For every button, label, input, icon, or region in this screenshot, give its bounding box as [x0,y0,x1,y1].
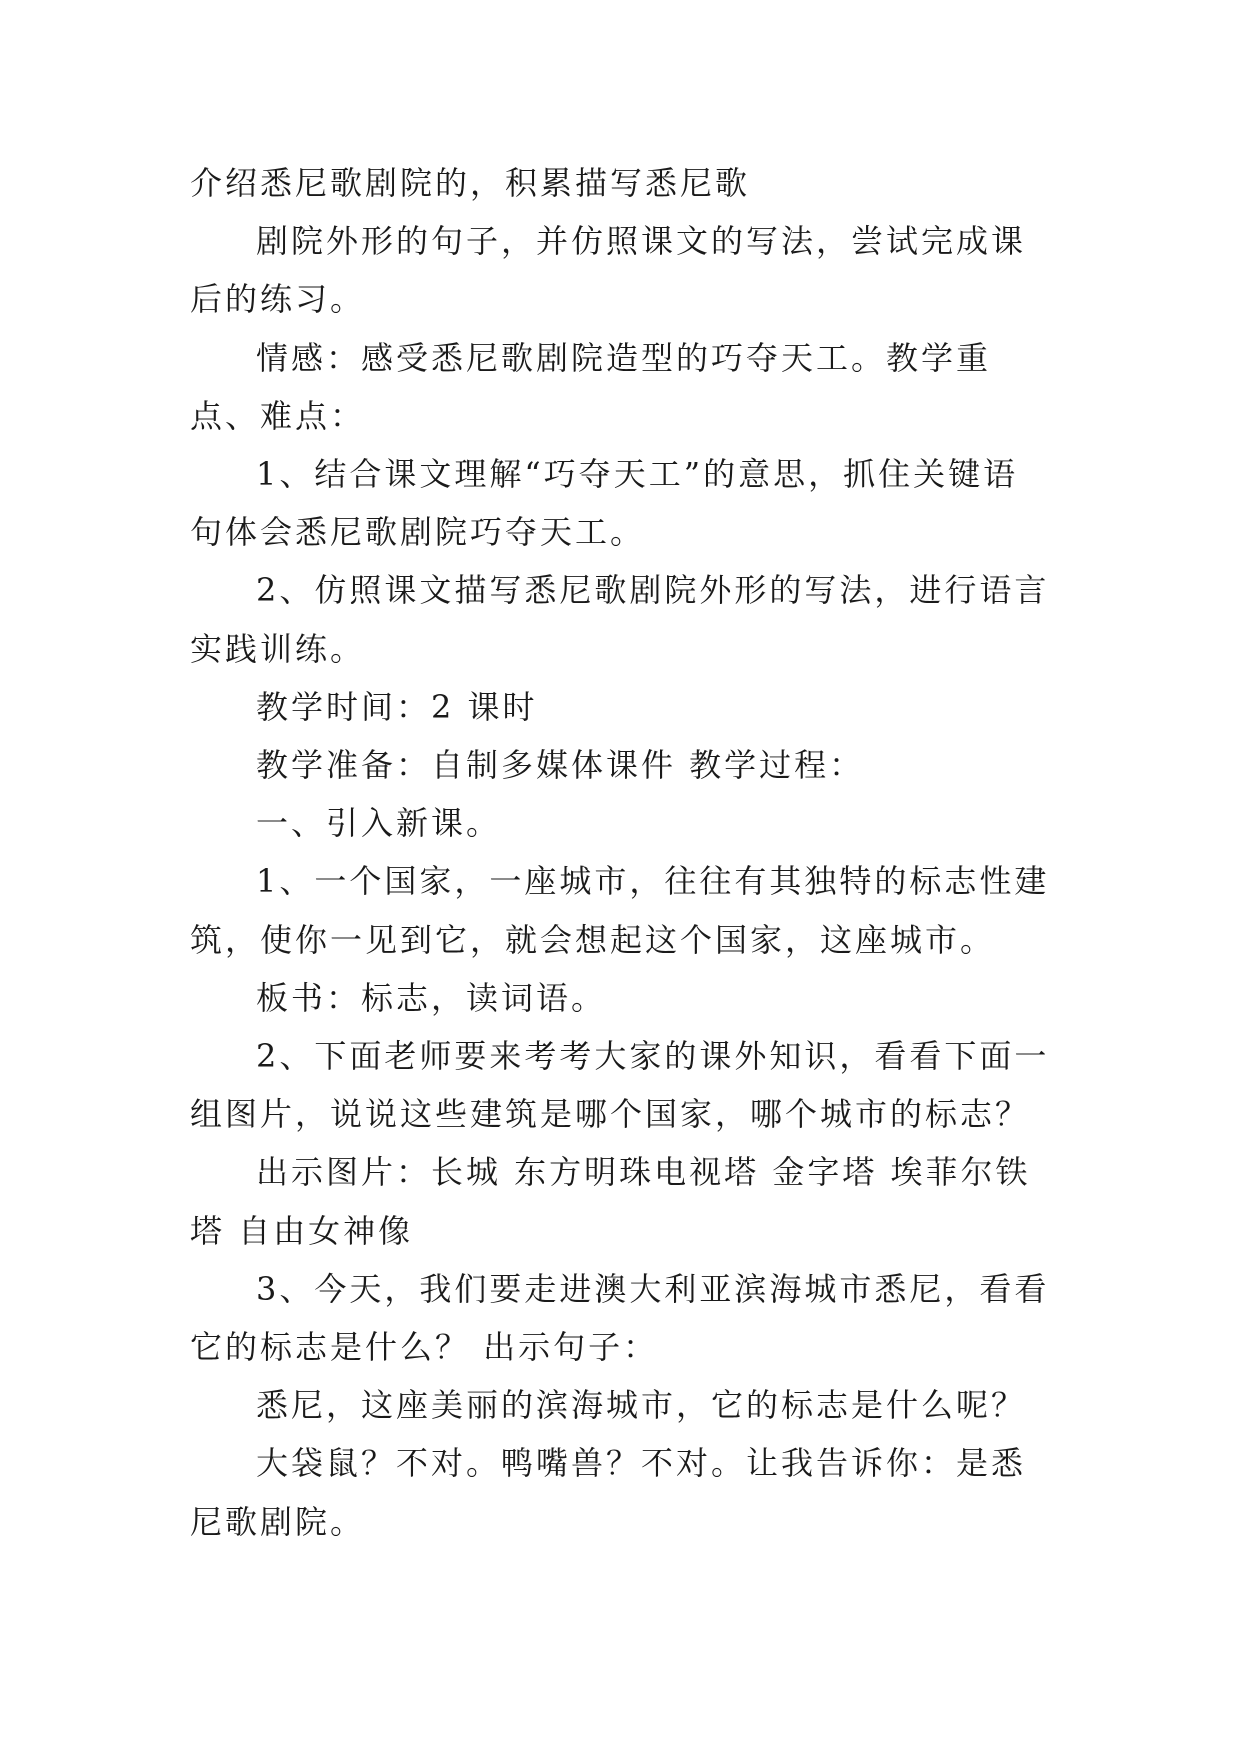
paragraph-step-1: 1、一个国家，一座城市，往往有其独特的标志性建筑，使你一见到它，就会想起这个国家，这座城市。 [190,862,1050,959]
paragraph-answer: 大袋鼠？不对。鸭嘴兽？不对。让我告诉你：是悉尼歌剧院。 [190,1444,1027,1541]
paragraph-teaching-prep: 教学准备：自制多媒体课件 教学过程： [256,746,865,785]
paragraph-sydney-question: 悉尼，这座美丽的滨海城市，它的标志是什么呢？ [256,1386,1027,1425]
paragraph-key-point-1: 1、结合课文理解“巧夺天工”的意思，抓住关键语句体会悉尼歌剧院巧夺天工。 [190,455,1019,552]
paragraph-step-2: 2、下面老师要来考考大家的课外知识，看看下面一组图片，说说这些建筑是哪个国家，哪个城市的标志？ [190,1037,1050,1134]
paragraph-teaching-time: 教学时间：2 课时 [256,687,538,726]
document-body [190,154,1052,1551]
paragraph-intro-continued: 介绍悉尼歌剧院的，积累描写悉尼歌 [190,164,751,202]
paragraph-emotion-goal: 情感：感受悉尼歌剧院造型的巧夺天工。教学重点、难点： [190,338,992,435]
paragraph-blackboard: 板书：标志，读词语。 [256,978,607,1017]
paragraph-show-pictures: 出示图片：长城 东方明珠电视塔 金字塔 埃菲尔铁塔 自由女神像 [190,1153,1031,1250]
paragraph-key-point-2: 2、仿照课文描写悉尼歌剧院外形的写法，进行语言实践训练。 [190,571,1050,668]
paragraph-objective: 剧院外形的句子，并仿照课文的写法，尝试完成课后的练习。 [190,222,1027,319]
paragraph-step-3: 3、今天，我们要走进澳大利亚滨海城市悉尼，看看它的标志是什么？ 出示句子： [190,1269,1050,1367]
section-heading-intro: 一、引入新课。 [256,804,502,843]
